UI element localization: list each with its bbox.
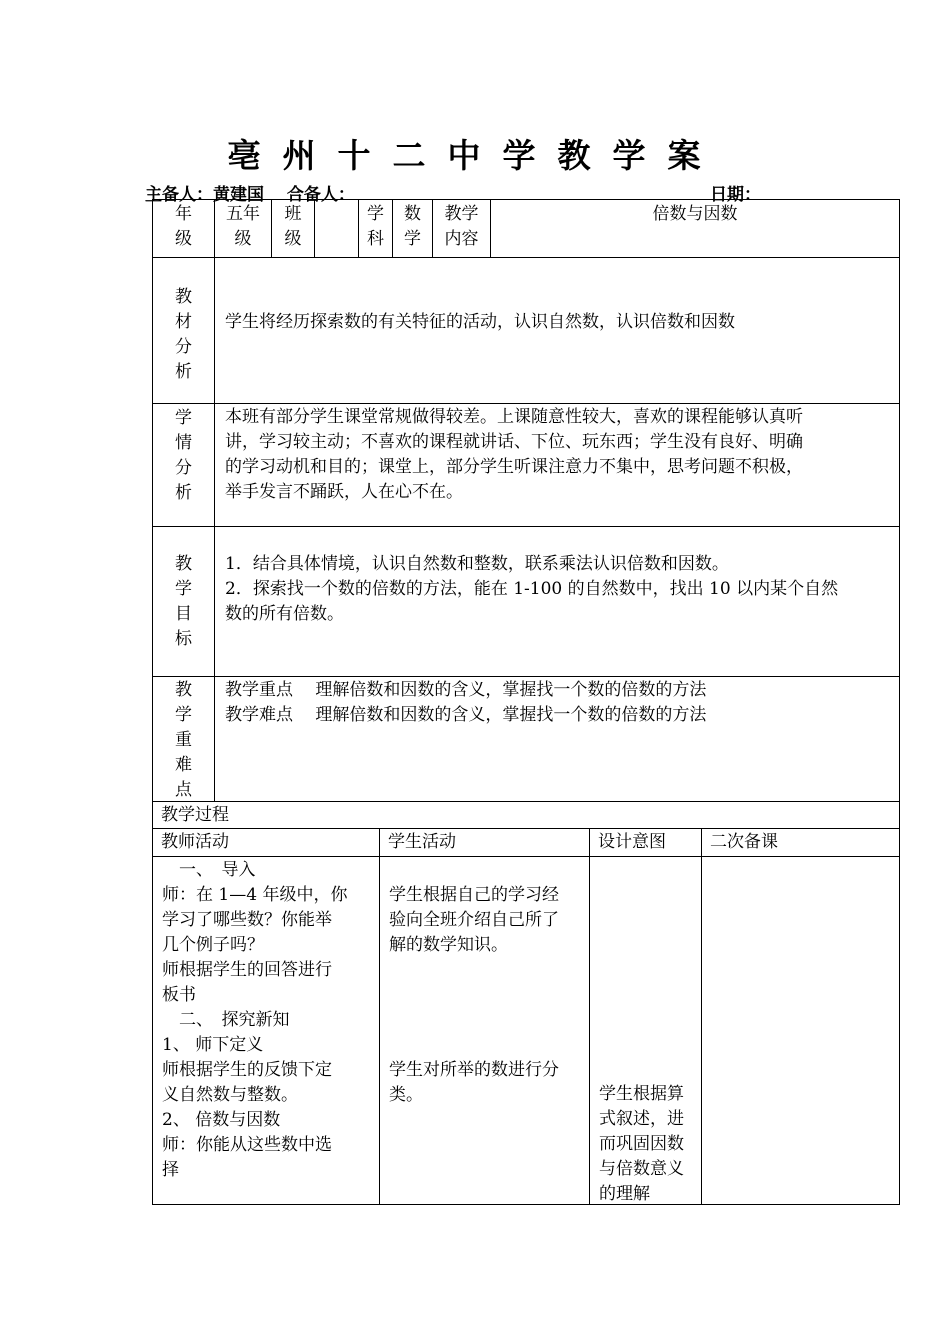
student-analysis-label: 学 情 分 析: [152, 403, 215, 527]
key-points-text: 教学重点 理解倍数和因数的含义，掌握找一个数的倍数的方法 教学难点 理解倍数和因数的含义，掌握找一个数的倍数的方法: [214, 676, 900, 802]
column-design: 设计意图: [589, 828, 702, 857]
column-teacher: 教师活动: [152, 828, 380, 857]
column-student: 学生活动: [379, 828, 590, 857]
class-label: 班 级: [271, 199, 315, 258]
grade-label: 年 级: [152, 199, 215, 258]
second-prep: [701, 856, 900, 1205]
subject-label: 学 科: [358, 199, 393, 258]
objectives-label: 教 学 目 标: [152, 526, 215, 677]
key-points-label: 教 学 重 难 点: [152, 676, 215, 802]
subject-value: 数 学: [392, 199, 433, 258]
content-value: 倍数与因数: [490, 199, 900, 258]
column-second-prep: 二次备课: [701, 828, 900, 857]
student-analysis-text: 本班有部分学生课堂常规做得较差。上课随意性较大，喜欢的课程能够认真听 讲，学习较主动；不喜欢的课程就讲话、下位、玩东西；学生没有良好、明确 的学习动机和目的；课堂上，部分学生听课注意力不集中，思考问题不积极， 举手发言不踊跃，人在心不在。: [214, 403, 900, 527]
textbook-analysis-label: 教 材 分 析: [152, 257, 215, 404]
page-title: 亳州十二中学教学案: [227, 136, 723, 175]
main-preparer: 主备人：黄建国: [145, 185, 264, 205]
objectives-text: 1．结合具体情境，认识自然数和整数，联系乘法认识倍数和因数。 2．探索找一个数的倍数的方法，能在 1-100 的自然数中，找出 10 以内某个自然 数的所有倍数。: [214, 526, 900, 677]
grade-value: 五年 级: [214, 199, 272, 258]
student-activity: 学生根据自己的学习经 验向全班介绍自己所了 解的数学知识。 学生对所举的数进行分 类。: [379, 856, 590, 1205]
co-preparer: 合备人：: [286, 185, 355, 205]
date-label: 日期：: [710, 185, 761, 205]
textbook-analysis-text: 学生将经历探索数的有关特征的活动，认识自然数，认识倍数和因数: [214, 257, 900, 404]
content-label: 教学 内容: [432, 199, 491, 258]
class-value: [314, 199, 359, 258]
design-intent: 学生根据算 式叙述，进 而巩固因数 与倍数意义 的理解: [589, 856, 702, 1205]
process-title: 教学过程: [152, 801, 900, 829]
teacher-activity: 一、 导入 师：在 1—4 年级中，你 学习了哪些数？你能举 几个例子吗？ 师根据学生的回答进行 板书 二、 探究新知 1、 师下定义 师根据学生的反馈下定 义自然数与整数。 2、 倍数与因数 师：你能从这些数中选 择: [152, 856, 380, 1205]
